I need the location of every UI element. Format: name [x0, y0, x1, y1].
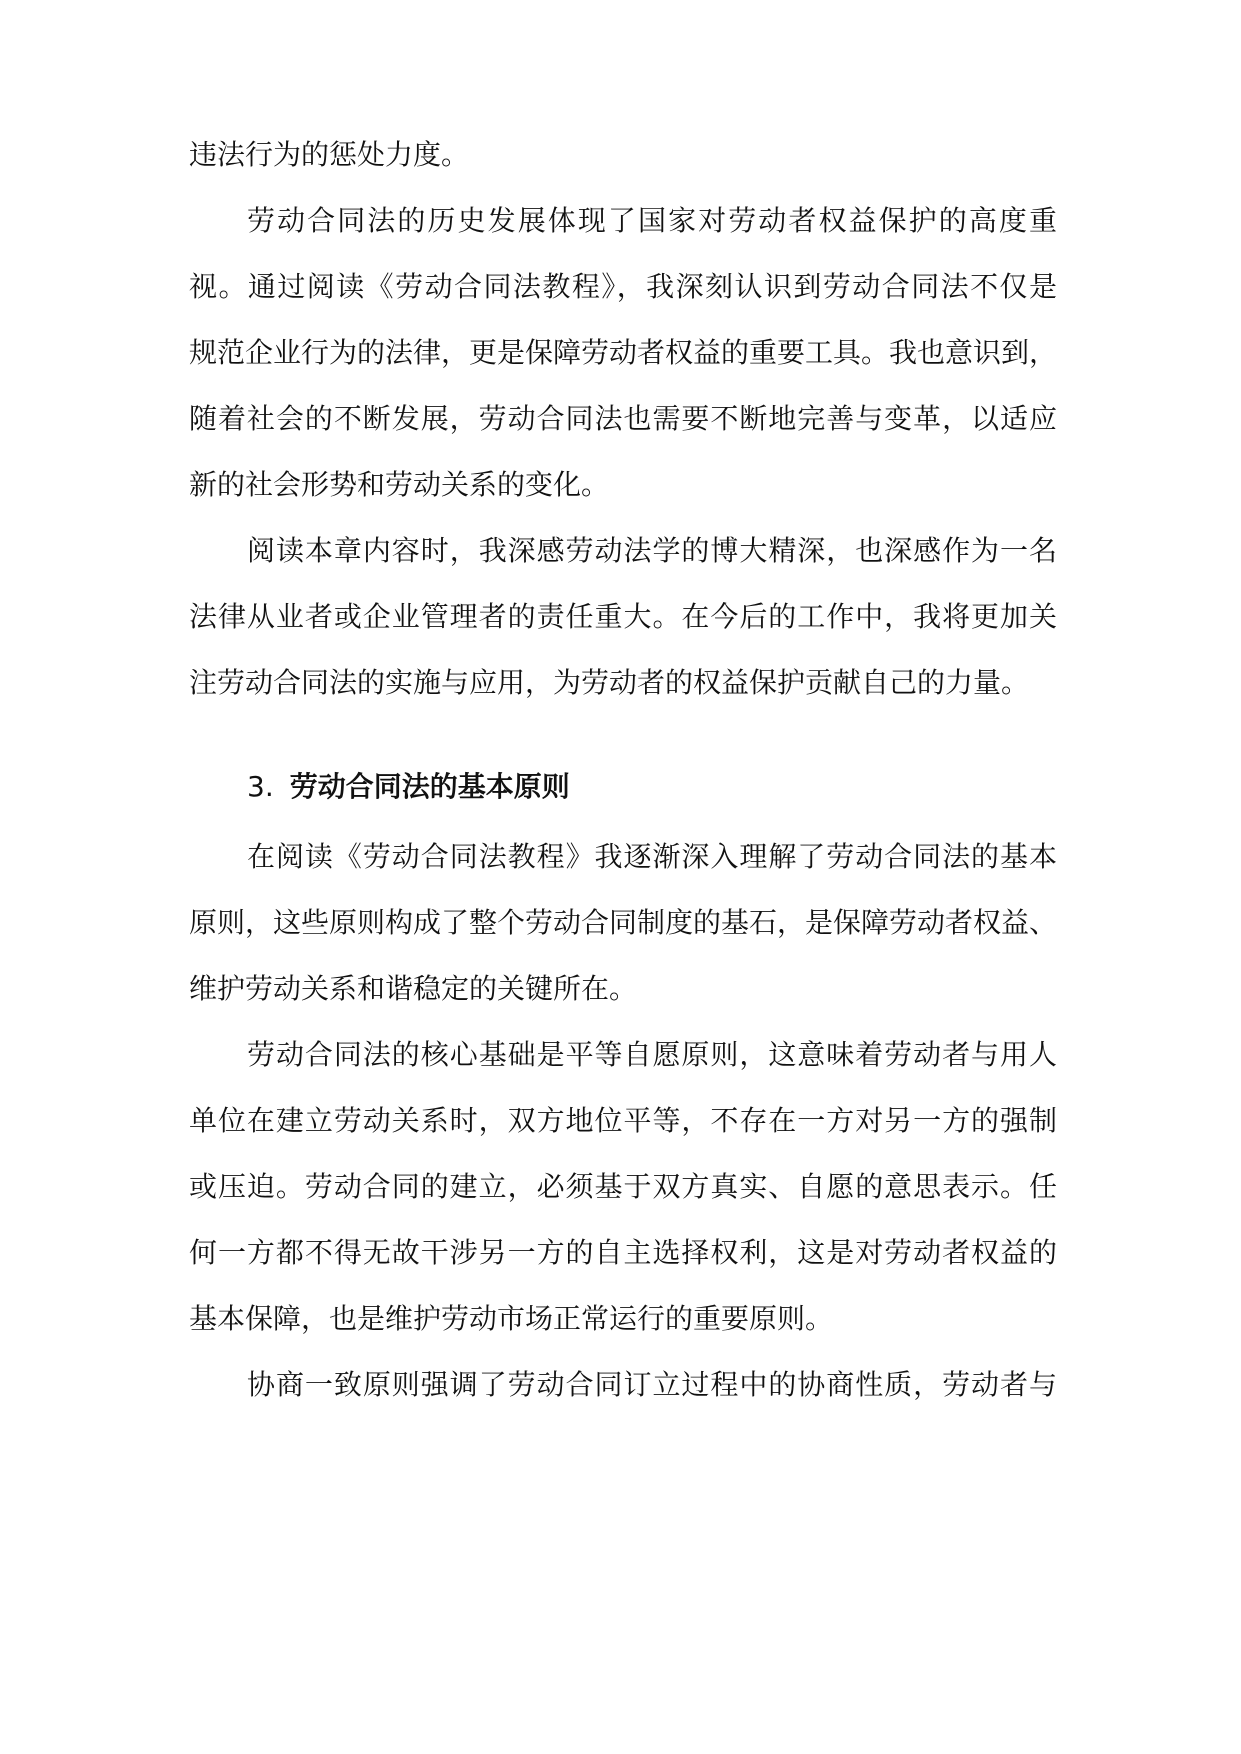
- paragraph-line: 或压迫。劳动合同的建立，必须基于双方真实、自愿的意思表示。任: [189, 1170, 1057, 1203]
- paragraph-line: 在阅读《劳动合同法教程》我逐渐深入理解了劳动合同法的基本: [247, 840, 1057, 873]
- paragraph-line: 违法行为的惩处力度。: [189, 138, 470, 171]
- paragraph-line: 何一方都不得无故干涉另一方的自主选择权利，这是对劳动者权益的: [189, 1236, 1057, 1269]
- paragraph-line: 视。通过阅读《劳动合同法教程》，我深刻认识到劳动合同法不仅是: [189, 270, 1057, 303]
- paragraph-line: 注劳动合同法的实施与应用，为劳动者的权益保护贡献自己的力量。: [189, 666, 1030, 699]
- paragraph-line: 单位在建立劳动关系时，双方地位平等，不存在一方对另一方的强制: [189, 1104, 1057, 1137]
- paragraph-line: 劳动合同法的核心基础是平等自愿原则，这意味着劳动者与用人: [247, 1038, 1057, 1071]
- paragraph-line: 法律从业者或企业管理者的责任重大。在今后的工作中，我将更加关: [189, 600, 1057, 633]
- paragraph-line: 随着社会的不断发展，劳动合同法也需要不断地完善与变革，以适应: [189, 402, 1057, 435]
- paragraph-line: 劳动合同法的历史发展体现了国家对劳动者权益保护的高度重: [247, 204, 1057, 237]
- section-number: 3.: [247, 770, 274, 803]
- section-heading: [247, 767, 570, 807]
- paragraph-line: 基本保障，也是维护劳动市场正常运行的重要原则。: [189, 1302, 834, 1335]
- section-title: 劳动合同法的基本原则: [289, 770, 570, 803]
- paragraph-line: 规范企业行为的法律，更是保障劳动者权益的重要工具。我也意识到，: [189, 336, 1058, 369]
- paragraph-line: 协商一致原则强调了劳动合同订立过程中的协商性质，劳动者与: [247, 1368, 1057, 1401]
- paragraph-line: 原则，这些原则构成了整个劳动合同制度的基石，是保障劳动者权益、: [189, 906, 1058, 939]
- paragraph-line: 维护劳动关系和谐稳定的关键所在。: [189, 972, 638, 1005]
- paragraph-line: 阅读本章内容时，我深感劳动法学的博大精深，也深感作为一名: [247, 534, 1057, 567]
- paragraph-line: 新的社会形势和劳动关系的变化。: [189, 468, 610, 501]
